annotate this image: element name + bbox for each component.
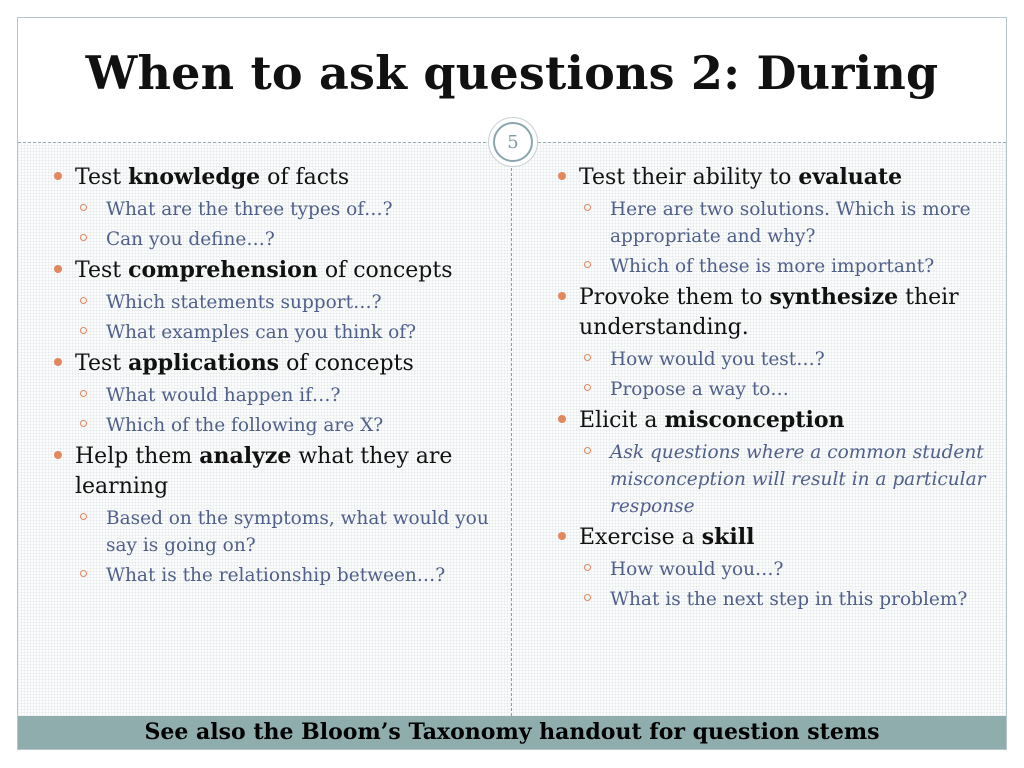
bullet-keyword: comprehension <box>128 257 318 283</box>
bullet-test-applications <box>48 348 498 379</box>
sub-bullet-ring-icon <box>80 570 87 577</box>
slide-number: 5 <box>493 122 533 162</box>
bullet-dot-icon <box>558 532 566 540</box>
sub-bullet <box>48 289 498 316</box>
sub-bullet <box>48 196 498 223</box>
bullet-text-pre: Exercise a <box>579 525 702 550</box>
bullet-text-pre: Test <box>75 258 129 283</box>
sub-bullet-text: What examples can you think of? <box>106 322 417 343</box>
sub-bullet-ring-icon <box>80 297 87 304</box>
sub-bullet-ring-icon <box>584 447 591 454</box>
sub-bullet <box>552 439 992 520</box>
sub-bullet <box>48 319 498 346</box>
sub-bullet-ring-icon <box>584 594 591 601</box>
bullet-help-analyze <box>48 441 498 502</box>
column-divider <box>511 168 512 716</box>
sub-bullet-text: What is the relationship between…? <box>106 565 446 586</box>
bullet-dot-icon <box>558 292 566 300</box>
sub-bullet <box>48 382 498 409</box>
left-column <box>48 160 498 589</box>
bullet-test-comprehension <box>48 255 498 286</box>
sub-bullet-ring-icon <box>584 384 591 391</box>
sub-bullet-text: Here are two solutions. Which is more appropriate and why? <box>610 199 971 247</box>
bullet-provoke-synthesize <box>552 282 992 343</box>
sub-bullet-text: Can you define…? <box>106 229 275 250</box>
sub-bullet-text: What is the next step in this problem? <box>610 589 968 610</box>
bullet-text-pre: Provoke them to <box>579 285 770 310</box>
bullet-keyword: skill <box>701 524 755 550</box>
sub-bullet-ring-icon <box>80 390 87 397</box>
sub-bullet <box>48 226 498 253</box>
bullet-dot-icon <box>558 172 566 180</box>
sub-bullet-text: Which of the following are X? <box>106 415 384 436</box>
right-column <box>552 160 992 613</box>
bullet-text-post: what they are learning <box>75 444 453 499</box>
bullet-dot-icon <box>54 172 62 180</box>
bullet-elicit-misconception <box>552 405 992 436</box>
sub-bullet <box>552 556 992 583</box>
sub-bullet-ring-icon <box>584 261 591 268</box>
footer-banner: See also the Bloom’s Taxonomy handout for question stems <box>18 716 1006 749</box>
bullet-test-knowledge <box>48 162 498 193</box>
bullet-text-pre: Test their ability to <box>579 165 799 190</box>
sub-bullet <box>552 196 992 250</box>
bullet-exercise-skill <box>552 522 992 553</box>
bullet-keyword: synthesize <box>769 284 899 310</box>
bullet-keyword: misconception <box>664 407 845 433</box>
bullet-keyword: evaluate <box>798 164 903 190</box>
sub-bullet <box>552 253 992 280</box>
bullet-text-post: their understanding. <box>579 285 959 340</box>
sub-bullet <box>48 505 498 559</box>
sub-bullet-ring-icon <box>584 564 591 571</box>
sub-bullet-text: Propose a way to… <box>610 379 789 400</box>
sub-bullet-ring-icon <box>80 234 87 241</box>
bullet-keyword: analyze <box>199 443 292 469</box>
sub-bullet <box>48 562 498 589</box>
sub-bullet-text: What would happen if…? <box>106 385 341 406</box>
bullet-text-post: of facts <box>260 165 350 190</box>
sub-bullet-ring-icon <box>80 204 87 211</box>
bullet-dot-icon <box>54 265 62 273</box>
sub-bullet-text: Which statements support…? <box>106 292 382 313</box>
sub-bullet-text: What are the three types of…? <box>106 199 393 220</box>
bullet-text-pre: Test <box>75 351 129 376</box>
sub-bullet-ring-icon <box>584 354 591 361</box>
sub-bullet-text: How would you test…? <box>610 349 825 370</box>
sub-bullet-ring-icon <box>80 513 87 520</box>
sub-bullet-ring-icon <box>584 204 591 211</box>
sub-bullet <box>552 346 992 373</box>
bullet-text-pre: Help them <box>75 444 200 469</box>
slide-title: When to ask questions 2: During <box>85 46 939 100</box>
sub-bullet-text: How would you…? <box>610 559 784 580</box>
bullet-text-pre: Elicit a <box>579 408 665 433</box>
bullet-text-post: of concepts <box>279 351 414 376</box>
bullet-keyword: applications <box>128 350 280 376</box>
sub-bullet-text: Ask questions where a common student misconception will result in a particular response <box>610 442 986 517</box>
sub-bullet <box>48 412 498 439</box>
bullet-test-evaluate <box>552 162 992 193</box>
bullet-text-pre: Test <box>75 165 129 190</box>
sub-bullet-ring-icon <box>80 420 87 427</box>
sub-bullet <box>552 376 992 403</box>
sub-bullet-text: Which of these is more important? <box>610 256 935 277</box>
sub-bullet-text: Based on the symptoms, what would you say is going on? <box>106 508 489 556</box>
bullet-keyword: knowledge <box>128 164 261 190</box>
bullet-dot-icon <box>558 415 566 423</box>
sub-bullet <box>552 586 992 613</box>
bullet-dot-icon <box>54 451 62 459</box>
bullet-dot-icon <box>54 358 62 366</box>
bullet-text-post: of concepts <box>317 258 453 283</box>
sub-bullet-ring-icon <box>80 327 87 334</box>
